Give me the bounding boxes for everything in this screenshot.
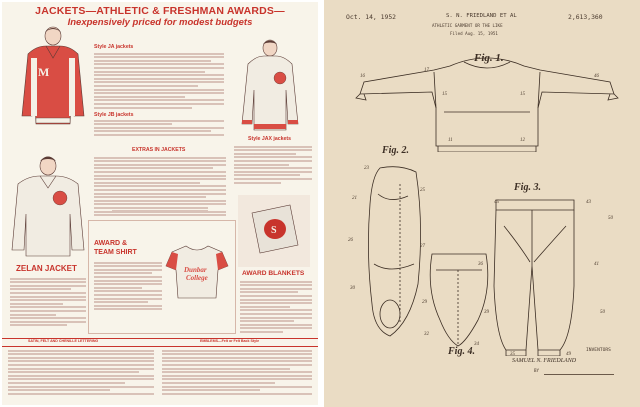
style-jb-title: Style JB jackets bbox=[94, 112, 134, 118]
inventor-signature: SAMUEL N. FRIEDLAND bbox=[512, 358, 577, 364]
ref-number: 21 bbox=[352, 196, 357, 201]
ref-number: 25 bbox=[420, 188, 425, 193]
ref-number: 45 bbox=[494, 200, 499, 205]
style-jb-text bbox=[94, 118, 224, 138]
ref-number: 36 bbox=[478, 262, 483, 267]
ref-number: 49 bbox=[566, 352, 571, 357]
style-jax-label: Style JAX jackets bbox=[248, 136, 291, 142]
extras-title: EXTRAS IN JACKETS bbox=[132, 147, 186, 153]
zelan-text bbox=[10, 276, 86, 328]
zelan-title: ZELAN JACKET bbox=[16, 264, 77, 273]
inventor-label: INVENTORS bbox=[586, 348, 611, 353]
catalog-headline: JACKETS—ATHLETIC & FRESHMAN AWARDS— bbox=[35, 5, 285, 17]
style-ja-text bbox=[94, 51, 224, 110]
style-jax-text bbox=[234, 144, 312, 185]
ref-number: 12 bbox=[520, 138, 525, 143]
blankets-text bbox=[240, 279, 312, 335]
ref-number: 27 bbox=[420, 244, 425, 249]
blanket-logo: S bbox=[271, 225, 277, 236]
ref-number: 50 bbox=[608, 216, 613, 221]
catalog-subheadline: Inexpensively priced for modest budgets bbox=[67, 17, 253, 28]
lettering-bar-title: SATIN, FELT AND CHENILLE LETTERING bbox=[28, 339, 99, 343]
attorney-label: BY bbox=[534, 368, 540, 373]
ref-number: 29 bbox=[422, 300, 427, 305]
patent-number: 2,613,360 bbox=[568, 13, 603, 21]
ref-number: 39 bbox=[484, 310, 489, 315]
patent-date: Oct. 14, 1952 bbox=[346, 13, 397, 21]
signature-line bbox=[544, 374, 614, 375]
ref-number: 50 bbox=[600, 310, 605, 315]
fig1-label: Fig. 1. bbox=[474, 52, 504, 64]
fig2-label: Fig. 2. bbox=[382, 145, 409, 156]
ref-number: 30 bbox=[350, 286, 355, 291]
ref-number: 32 bbox=[424, 332, 429, 337]
catalog-page bbox=[2, 2, 318, 405]
shirt-lettering-2: College bbox=[186, 274, 208, 282]
fig4-label: Fig. 4. bbox=[448, 346, 475, 357]
blanket-illustration bbox=[246, 201, 302, 257]
ref-number: 11 bbox=[448, 138, 453, 143]
ref-number: 41 bbox=[594, 262, 599, 267]
award-title-2: TEAM SHIRT bbox=[94, 249, 137, 256]
emblems-table bbox=[162, 348, 312, 396]
extras-price-table bbox=[112, 198, 208, 214]
ref-number: 15 bbox=[520, 92, 525, 97]
patent-drawing bbox=[324, 0, 640, 407]
ref-number: 15 bbox=[442, 92, 447, 97]
shirt-lettering-1: Dunbar bbox=[184, 266, 207, 274]
patent-title: ATHLETIC GARMENT OR THE LIKE bbox=[432, 23, 503, 28]
style-ja-title: Style JA jackets bbox=[94, 44, 134, 50]
zelan-jacket-illustration bbox=[8, 152, 88, 262]
ref-number: 26 bbox=[348, 238, 353, 243]
lettering-table bbox=[8, 348, 154, 396]
patent-filed: Filed Aug. 15, 1951 bbox=[450, 31, 498, 36]
jax-jacket-illustration bbox=[240, 38, 300, 134]
varsity-jacket-illustration bbox=[16, 24, 91, 129]
fig4-detail-drawing bbox=[422, 250, 498, 350]
ref-number: 35 bbox=[510, 352, 515, 357]
team-shirt-illustration bbox=[164, 242, 230, 302]
fig3-label: Fig. 3. bbox=[514, 182, 541, 193]
ref-number: 34 bbox=[474, 342, 479, 347]
blankets-title: AWARD BLANKETS bbox=[242, 270, 305, 277]
fig3-pants-drawing bbox=[490, 186, 580, 356]
ref-number: 17 bbox=[424, 68, 429, 73]
jacket-letter: M bbox=[38, 65, 50, 79]
ref-number: 43 bbox=[586, 200, 591, 205]
ref-number: 23 bbox=[364, 166, 369, 171]
ref-number: 16 bbox=[360, 74, 365, 79]
ref-number: 46 bbox=[594, 74, 599, 79]
patent-inventor-header: S. N. FRIEDLAND ET AL bbox=[446, 13, 517, 19]
emblems-bar-title: EMBLEMS—Felt or Felt Back Style bbox=[200, 339, 260, 343]
award-shirt-text bbox=[94, 260, 162, 312]
award-title-1: AWARD & bbox=[94, 240, 128, 247]
